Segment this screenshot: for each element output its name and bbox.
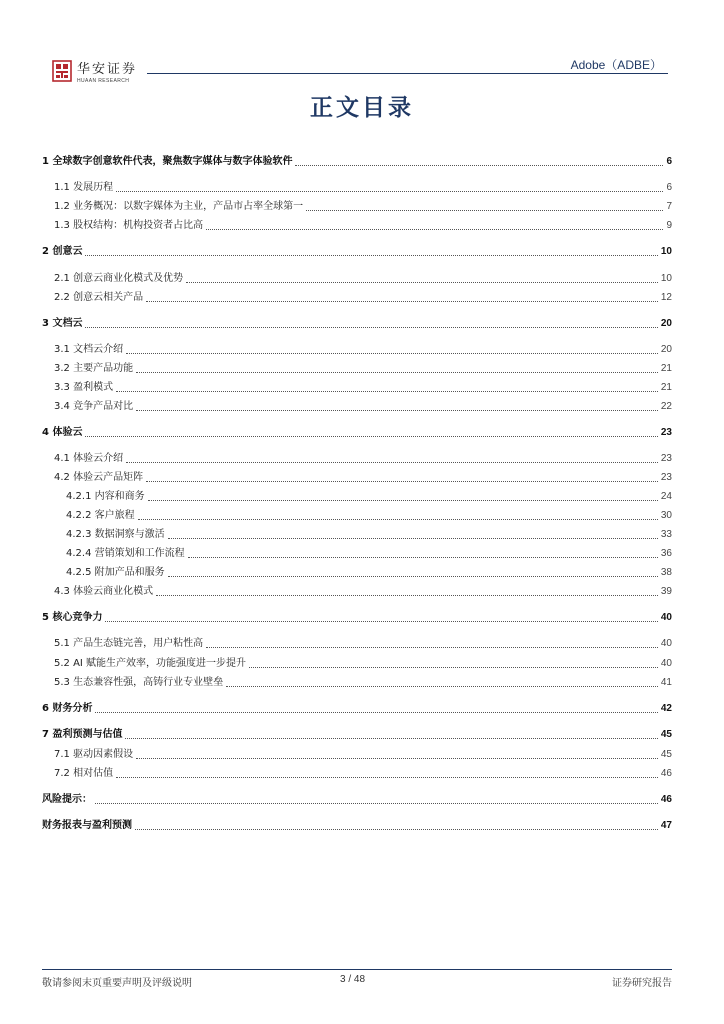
toc-entry-page: 23 <box>660 453 672 464</box>
toc-entry-title: 7 盈利预测与估值 <box>42 729 123 740</box>
toc-entry[interactable] <box>66 566 672 580</box>
toc-entry[interactable] <box>42 426 672 440</box>
toc-entry[interactable] <box>66 509 672 523</box>
toc-leader-dots <box>168 576 658 577</box>
toc-entry-page: 23 <box>660 427 672 438</box>
toc-entry-title: 4.2 体验云产品矩阵 <box>54 472 144 483</box>
toc-entry[interactable] <box>54 637 672 651</box>
toc-entry-title: 财务报表与盈利预测 <box>42 820 132 831</box>
toc-entry-page: 40 <box>660 658 672 669</box>
toc-heading: 正文目录 <box>310 95 414 121</box>
toc-leader-dots <box>168 538 658 539</box>
toc-entry-page: 10 <box>660 273 672 284</box>
toc-entry-page: 36 <box>660 548 672 559</box>
toc-entry-page: 42 <box>660 703 672 714</box>
toc-entry[interactable] <box>54 767 672 781</box>
toc-entry-page: 38 <box>660 567 672 578</box>
toc-entry-page: 22 <box>660 401 672 412</box>
toc-entry-page: 45 <box>660 749 672 760</box>
toc-entry-page: 21 <box>660 363 672 374</box>
toc-leader-dots <box>136 372 658 373</box>
toc-leader-dots <box>188 557 658 558</box>
toc-entry-page: 40 <box>660 638 672 649</box>
toc-entry-page: 21 <box>660 382 672 393</box>
toc-leader-dots <box>206 647 658 648</box>
toc-entry-page: 6 <box>666 182 672 193</box>
toc-entry-title: 4.2.4 营销策划和工作流程 <box>66 548 185 559</box>
toc-entry[interactable] <box>54 200 672 214</box>
toc-leader-dots <box>85 327 657 328</box>
toc-entry[interactable] <box>54 452 672 466</box>
toc-entry-title: 4.1 体验云介绍 <box>54 453 124 464</box>
toc-entry[interactable] <box>42 611 672 625</box>
toc-leader-dots <box>135 829 658 830</box>
toc-entry-page: 40 <box>660 612 672 623</box>
toc-entry[interactable] <box>42 819 672 833</box>
toc-entry-page: 41 <box>660 677 672 688</box>
toc-leader-dots <box>125 738 657 739</box>
toc-entry-page: 20 <box>660 344 672 355</box>
toc-entry[interactable] <box>54 471 672 485</box>
toc-entry-title: 2.1 创意云商业化模式及优势 <box>54 273 184 284</box>
page-number: 3 / 48 <box>340 974 366 985</box>
toc-entry[interactable] <box>42 728 672 742</box>
toc-leader-dots <box>136 758 658 759</box>
toc-entry-page: 30 <box>660 510 672 521</box>
toc-entry[interactable] <box>54 400 672 414</box>
toc-entry-page: 47 <box>660 820 672 831</box>
toc-entry-page: 39 <box>660 586 672 597</box>
toc-entry[interactable] <box>42 317 672 331</box>
toc-leader-dots <box>138 519 658 520</box>
toc-entry-title: 3.3 盈利模式 <box>54 382 114 393</box>
toc-entry-title: 1 全球数字创意软件代表，聚焦数字媒体与数字体验软件 <box>42 156 293 167</box>
toc-entry-title: 2 创意云 <box>42 246 83 257</box>
toc-leader-dots <box>226 686 658 687</box>
toc-entry[interactable] <box>54 362 672 376</box>
footer-divider <box>42 969 672 970</box>
toc-entry-page: 23 <box>660 472 672 483</box>
toc-entry-page: 33 <box>660 529 672 540</box>
toc-leader-dots <box>95 712 657 713</box>
toc-leader-dots <box>148 500 658 501</box>
toc-leader-dots <box>249 667 658 668</box>
company-name-cn: 华安证券 <box>77 62 138 77</box>
toc-entry-title: 7.1 驱动因素假设 <box>54 749 134 760</box>
toc-entry-page: 10 <box>660 246 672 257</box>
toc-leader-dots <box>116 777 658 778</box>
toc-entry-page: 12 <box>660 292 672 303</box>
toc-leader-dots <box>95 803 658 804</box>
page-header <box>0 0 724 95</box>
toc-entry-page: 45 <box>660 729 672 740</box>
toc-leader-dots <box>306 210 663 211</box>
toc-leader-dots <box>206 229 663 230</box>
document-type: 证券研究报告 <box>612 978 672 989</box>
toc-entry[interactable] <box>42 155 672 169</box>
toc-entry-title: 5.1 产品生态链完善，用户粘性高 <box>54 638 204 649</box>
toc-entry-title: 4.2.3 数据洞察与激活 <box>66 529 165 540</box>
toc-entry[interactable] <box>66 528 672 542</box>
toc-entry-page: 9 <box>666 220 672 231</box>
toc-leader-dots <box>85 436 657 437</box>
toc-entry-title: 3.4 竞争产品对比 <box>54 401 134 412</box>
toc-entry-title: 3 文档云 <box>42 318 83 329</box>
toc-entry[interactable] <box>66 490 672 504</box>
toc-entry[interactable] <box>54 291 672 305</box>
toc-entry-title: 5.3 生态兼容性强，高铸行业专业壁垒 <box>54 677 224 688</box>
toc-entry-title: 1.1 发展历程 <box>54 182 114 193</box>
toc-entry-title: 2.2 创意云相关产品 <box>54 292 144 303</box>
toc-entry-title: 4 体验云 <box>42 427 83 438</box>
toc-entry[interactable] <box>54 381 672 395</box>
toc-leader-dots <box>126 462 658 463</box>
toc-entry[interactable] <box>54 676 672 690</box>
toc-entry[interactable] <box>54 657 672 671</box>
huaan-logo-icon <box>52 60 72 82</box>
toc-entry-title: 3.2 主要产品功能 <box>54 363 134 374</box>
toc-entry[interactable] <box>54 748 672 762</box>
toc-leader-dots <box>116 391 658 392</box>
toc-entry-title: 5.2 AI 赋能生产效率，功能强度进一步提升 <box>54 658 247 669</box>
toc-leader-dots <box>116 191 663 192</box>
toc-entry[interactable] <box>66 547 672 561</box>
toc-entry-title: 风险提示： <box>42 794 92 805</box>
toc-entry-title: 1.2 业务概况：以数字媒体为主业，产品市占率全球第一 <box>54 201 304 212</box>
toc-entry-page: 46 <box>660 768 672 779</box>
toc-entry-title: 5 核心竞争力 <box>42 612 103 623</box>
toc-leader-dots <box>146 301 658 302</box>
toc-leader-dots <box>126 353 658 354</box>
toc-entry-page: 24 <box>660 491 672 502</box>
toc-entry-title: 4.2.1 内容和商务 <box>66 491 145 502</box>
toc-leader-dots <box>85 255 657 256</box>
toc-entry-title: 4.2.5 附加产品和服务 <box>66 567 165 578</box>
toc-entry-page: 20 <box>660 318 672 329</box>
toc-leader-dots <box>295 165 663 166</box>
toc-entry-title: 1.3 股权结构：机构投资者占比高 <box>54 220 204 231</box>
toc-leader-dots <box>136 410 658 411</box>
report-title: Adobe（ADBE） <box>570 58 662 72</box>
toc-leader-dots <box>186 282 658 283</box>
company-name-en: HUAAN RESEARCH <box>77 78 130 84</box>
toc-entry-page: 6 <box>666 156 672 167</box>
toc-entry[interactable] <box>54 343 672 357</box>
toc-entry-title: 6 财务分析 <box>42 703 93 714</box>
toc-entry[interactable] <box>42 702 672 716</box>
toc-entry-title: 4.2.2 客户旅程 <box>66 510 135 521</box>
toc-entry-page: 7 <box>666 201 672 212</box>
toc-leader-dots <box>156 595 658 596</box>
toc-entry[interactable] <box>54 585 672 599</box>
toc-leader-dots <box>105 621 657 622</box>
toc-entry[interactable] <box>54 181 672 195</box>
toc-entry-title: 3.1 文档云介绍 <box>54 344 124 355</box>
company-logo-text <box>77 58 137 84</box>
toc-entry-title: 7.2 相对估值 <box>54 768 114 779</box>
toc-entry[interactable] <box>42 793 672 807</box>
toc-entry-title: 4.3 体验云商业化模式 <box>54 586 154 597</box>
toc-leader-dots <box>146 481 658 482</box>
toc-entry-page: 46 <box>660 794 672 805</box>
header-divider <box>147 73 668 74</box>
footer-disclaimer: 敬请参阅末页重要声明及评级说明 <box>42 978 192 989</box>
toc-entry[interactable] <box>42 245 672 259</box>
toc-entry[interactable] <box>54 219 672 233</box>
toc-entry[interactable] <box>54 272 672 286</box>
